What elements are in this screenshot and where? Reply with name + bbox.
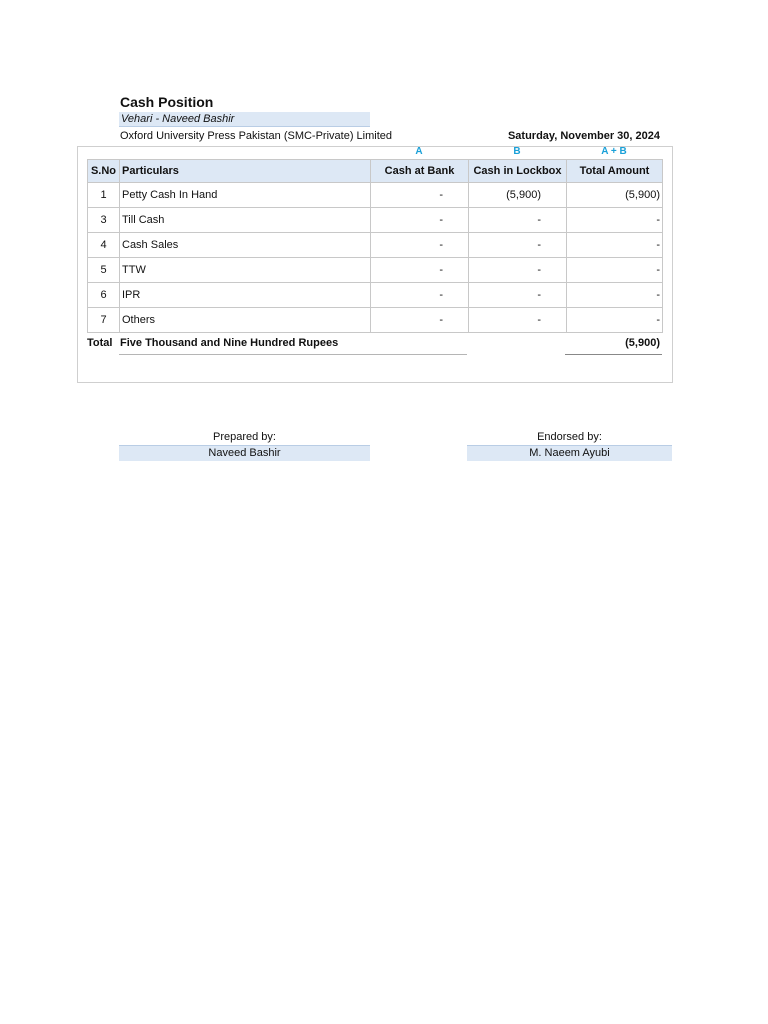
cell-lockbox: - [469, 283, 567, 308]
cell-lockbox: (5,900) [469, 183, 567, 208]
table-row [88, 233, 663, 258]
endorsed-by-label: Endorsed by: [537, 431, 602, 443]
cell-bank: - [371, 183, 469, 208]
cell-sno: 3 [88, 208, 120, 233]
table-row [88, 283, 663, 308]
cell-total: (5,900) [567, 183, 663, 208]
cell-particular: TTW [120, 258, 371, 283]
table-row [88, 308, 663, 333]
total-label: Total [87, 337, 113, 349]
prepared-by-label: Prepared by: [213, 431, 276, 443]
cell-sno: 1 [88, 183, 120, 208]
cell-bank: - [371, 308, 469, 333]
column-letter-a: A [415, 146, 423, 157]
cell-total: - [567, 258, 663, 283]
table-row [88, 183, 663, 208]
report-date: Saturday, November 30, 2024 [507, 130, 660, 142]
cell-lockbox: - [469, 233, 567, 258]
header-particulars: Particulars [120, 160, 371, 183]
cell-bank: - [371, 258, 469, 283]
cell-total: - [567, 208, 663, 233]
cell-lockbox: - [469, 258, 567, 283]
cell-lockbox: - [469, 208, 567, 233]
column-letter-ab: A + B [601, 146, 627, 157]
cell-sno: 5 [88, 258, 120, 283]
prepared-by-name: Naveed Bashir [119, 445, 370, 461]
total-amount-underline [565, 354, 662, 355]
cell-bank: - [371, 208, 469, 233]
cell-particular: Others [120, 308, 371, 333]
table-row [88, 208, 663, 233]
table-row [88, 258, 663, 283]
total-in-words: Five Thousand and Nine Hundred Rupees [120, 337, 339, 349]
header-total-amount: Total Amount [567, 160, 663, 183]
total-amount: (5,900) [625, 337, 660, 349]
page-title: Cash Position [120, 94, 214, 110]
header-cash-in-lockbox: Cash in Lockbox [469, 160, 567, 183]
cell-total: - [567, 233, 663, 258]
header-cash-at-bank: Cash at Bank [371, 160, 469, 183]
cell-lockbox: - [469, 308, 567, 333]
cell-bank: - [371, 233, 469, 258]
cell-bank: - [371, 283, 469, 308]
branch-subtitle: Vehari - Naveed Bashir [119, 112, 370, 127]
cell-particular: Till Cash [120, 208, 371, 233]
cell-particular: Cash Sales [120, 233, 371, 258]
column-letter-b: B [513, 146, 521, 157]
cell-particular: IPR [120, 283, 371, 308]
cell-total: - [567, 283, 663, 308]
cell-sno: 7 [88, 308, 120, 333]
company-name: Oxford University Press Pakistan (SMC-Private) Limited [120, 130, 393, 142]
cell-particular: Petty Cash In Hand [120, 183, 371, 208]
cell-sno: 4 [88, 233, 120, 258]
cell-total: - [567, 308, 663, 333]
endorsed-by-name: M. Naeem Ayubi [467, 445, 672, 461]
cell-sno: 6 [88, 283, 120, 308]
cash-position-table [87, 159, 663, 333]
total-underline [119, 354, 467, 355]
header-sno: S.No [88, 160, 120, 183]
table-header-row [88, 160, 663, 183]
